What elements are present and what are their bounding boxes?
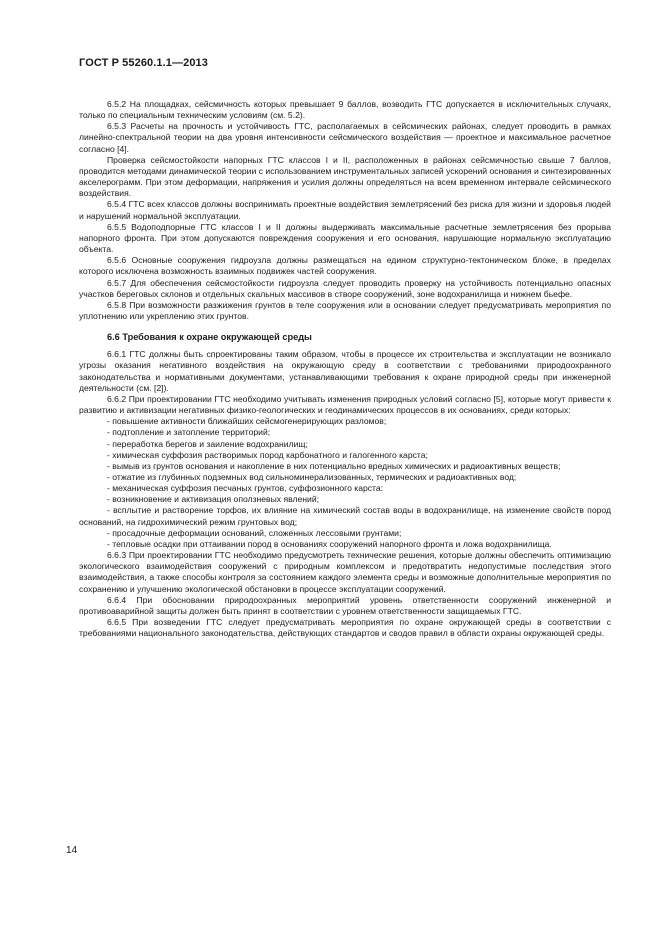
list-item: - переработка берегов и заиление водохранилищ; [107, 438, 308, 449]
paragraph: 6.6.1 ГТС должны быть спроектированы таким образом, чтобы в процессе их строительства и эксплуатации не возникало угрозы оказания негативного воздействия на окружающую среду в соответствии с требованиями природоохранного законодательства и нормативными документами, устанавливающими требования к охране природной среды при инженерной деятельности (см. [2]). [79, 349, 611, 393]
list-item: - механическая суффозия песчаных грунтов, суффозионного карста: [107, 483, 384, 494]
paragraph: Проверка сейсмостойкости напорных ГТС классов I и II, расположенных в районах сейсмичностью свыше 7 баллов, проводится методами динамической теории с использованием инструментальных записей ускорений основания и синтезированных акселерограмм. При этом деформации, напряжения и усилия должны определяться на всем временном интервале сейсмического воздействия. [79, 154, 611, 199]
paragraph: 6.5.3 Расчеты на прочность и устойчивость ГТС, располагаемых в сейсмических районах, следует проводить в рамках линейно-спектральной теории на два уровня интенсивности сейсмического воздействия — проектное и максимальное расчетное согласно [4]. [79, 121, 611, 154]
paragraph: 6.5.5 Водоподпорные ГТС классов I и II должны выдерживать максимальные расчетные землетрясения без прорыва напорного фронта. При этом допускаются повреждения сооружения и его основания, нарушающие нормальную эксплуатацию объекта. [79, 221, 611, 255]
section-heading: 6.6 Требования к охране окружающей среды [107, 332, 312, 343]
paragraph: 6.6.2 При проектировании ГТС необходимо учитывать изменения природных условий согласно [5], которые могут привести к развитию и активизации негативных физико-геологических и геодинамических процессов в их основаниях, среди которых: [79, 393, 611, 416]
paragraph: 6.6.3 При проектировании ГТС необходимо предусмотреть технические решения, которые должны обеспечить оптимизацию экологического взаимодействия сооружений с природным комплексом и предотвратить недопустимые последствия этого взаимодействия, а также способы контроля за состоянием каждого элемента среды и возможные дополнительные мероприятия по сохранению и улучшению экологической обстановки в процессе эксплуатации сооружений. [79, 550, 611, 594]
list-item: - тепловые осадки при оттаивании пород в основаниях сооружений напорного фронта и ложа водохранилища. [107, 538, 552, 549]
list-item: - возникновение и активизация оползневых явлений; [107, 494, 320, 505]
list-item: - подтопление и затопление территорий; [107, 427, 271, 438]
paragraph: 6.6.4 При обосновании природоохранных мероприятий уровень ответственности сооружений инженерной и противоаварийной защиты должен быть принят в соответствии с уровнем ответственности защищаемых ГТС. [79, 594, 611, 616]
list-item: - просадочные деформации оснований, сложенных лессовыми грунтами; [107, 527, 402, 538]
list-item: - всплытие и растворение торфов, их влияние на химический состав воды в водохранилище, на изменение свойств пород оснований, на гидрохимический режим грунтовых вод; [79, 505, 611, 527]
list-item: - вымыв из грунтов основания и накопление в них потенциально вредных химических и радиоактивных веществ; [107, 460, 561, 471]
paragraph: 6.5.8 При возможности разжижения грунтов в теле сооружения или в основании следует предусматривать мероприятия по уплотнению или укреплению этих грунтов. [79, 299, 611, 321]
list-item: - химическая суффозия растворимых пород карбонатного и галогенного карста; [107, 449, 428, 460]
list-item: - отжатие из глубинных подземных вод сильноминерализованных, термических и радиоактивных вод; [107, 472, 517, 482]
document-header: ГОСТ Р 55260.1.1—2013 [79, 57, 208, 69]
paragraph: 6.6.5 При возведении ГТС следует предусматривать мероприятия по охране окружающей среды в соответствии с требованиями национального законодательства, действующих стандартов и сводов правил в области охраны окружающей среды. [79, 617, 611, 639]
document-body [79, 99, 611, 639]
paragraph: 6.5.6 Основные сооружения гидроузла должны размещаться на едином структурно-тектоническом блоке, в пределах которого исключена возможность взаимных подвижек частей сооружения. [79, 255, 611, 277]
paragraph: 6.5.7 Для обеспечения сейсмостойкости гидроузла следует проводить проверку на устойчивость потенциально опасных участков береговых склонов и отдельных скальных массивов в створе сооружений, зоне водохранилища и нижнем бьефе. [79, 277, 611, 299]
page-number: 14 [66, 845, 78, 856]
paragraph: 6.5.4 ГТС всех классов должны воспринимать проектные воздействия землетрясений без риска для жизни и здоровья людей и нарушений нормальной эксплуатации. [79, 199, 611, 221]
list-item: - повышение активности ближайших сейсмогенерирующих разломов; [107, 416, 387, 427]
paragraph: 6.5.2 На площадках, сейсмичность которых превышает 9 баллов, возводить ГТС допускается в исключительных случаях, только по специальным техническим условиям (см. 5.2). [79, 99, 611, 121]
